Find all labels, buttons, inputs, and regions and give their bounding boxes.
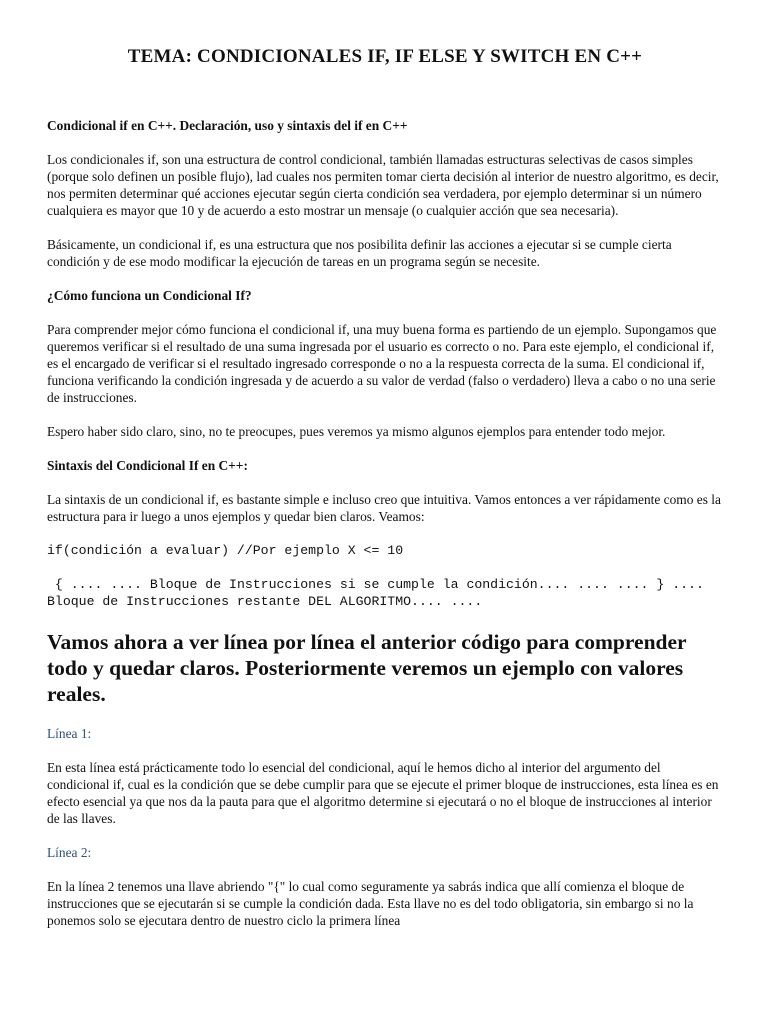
paragraph-how-1: Para comprender mejor cómo funciona el condicional if, una muy buena forma es partiendo de un ejemplo. Supongamos que queremos verificar si el resultado de una suma ingresada por el usuario es correcto o no. Para este ejemplo, el condicional if, es el encargado de verificar si el resultado ingresado corresponde o no a la respuesta correcta de la suma. El condicional if, funciona verificando la condición ingresada y de acuerdo a su valor de verdad (falso o verdadero) lleva a cabo o no una serie de instrucciones. — [47, 322, 717, 405]
section-heading-how: ¿Cómo funciona un Condicional If? — [47, 288, 252, 303]
paragraph-intro-2: Básicamente, un condicional if, es una estructura que nos posibilita definir las acciones a ejecutar si se cumple cierta condición y de ese modo modificar la ejecución de tareas en un programa según se necesite. — [47, 237, 672, 269]
paragraph-syntax-1: La sintaxis de un condicional if, es bastante simple e incluso creo que intuitiva. Vamos entonces a ver rápidamente como es la estructura para ir luego a unos ejemplos y quedar bien claros. Veamos: — [47, 492, 721, 524]
document-title: TEMA: CONDICIONALES IF, IF ELSE Y SWITCH EN C++ — [127, 46, 643, 67]
document-page — [47, 0, 723, 929]
paragraph-line-2: En la línea 2 tenemos una llave abriendo "{" lo cual como seguramente ya sabrás indica que allí comienza el bloque de instrucciones que se ejecutarán si se cumple la condición dada. Esta llave no es del todo obligatoria, sin embargo si no la ponemos solo se ejecutara dentro de nuestro ciclo la primera línea — [47, 879, 694, 928]
code-block-2: { .... .... Bloque de Instrucciones si se cumple la condición.... .... .... } .... Bloque de Instrucciones restante DEL ALGORITMO.... .... — [47, 577, 712, 609]
large-heading: Vamos ahora a ver línea por línea el anterior código para comprender todo y quedar claros. Posteriormente veremos un ejemplo con valores reales. — [47, 630, 687, 706]
paragraph-line-1: En esta línea está prácticamente todo lo esencial del condicional, aquí le hemos dicho al interior del argumento del condicional if, cual es la condición que se debe cumplir para que se ejecute el primer bloque de instrucciones, esta línea es en efecto esencial ya que nos da la pauta para que el algoritmo determine si ejecutará o no el bloque de instrucciones al interior de las llaves. — [47, 760, 719, 826]
section-heading-syntax: Sintaxis del Condicional If en C++: — [47, 458, 248, 473]
code-line-1: if(condición a evaluar) //Por ejemplo X <= 10 — [47, 543, 404, 558]
paragraph-how-2: Espero haber sido claro, sino, no te preocupes, pues veremos ya mismo algunos ejemplos para entender todo mejor. — [47, 424, 666, 439]
line-1-label: Línea 1: — [47, 726, 92, 741]
paragraph-intro-1: Los condicionales if, son una estructura de control condicional, también llamadas estructuras selectivas de casos simples (porque solo definen un posible flujo), lad cuales nos permiten tomar cierta decisión al interior de nuestro algoritmo, es decir, nos permiten determinar qué acciones ejecutar según cierta condición sea verdadera, por ejemplo determinar si un número cualquiera es mayor que 10 y de acuerdo a esto mostrar un mensaje (o cualquier acción que sea necesaria). — [47, 152, 719, 218]
line-2-label: Línea 2: — [47, 845, 92, 860]
section-heading-intro: Condicional if en C++. Declaración, uso y sintaxis del if en C++ — [47, 118, 408, 133]
